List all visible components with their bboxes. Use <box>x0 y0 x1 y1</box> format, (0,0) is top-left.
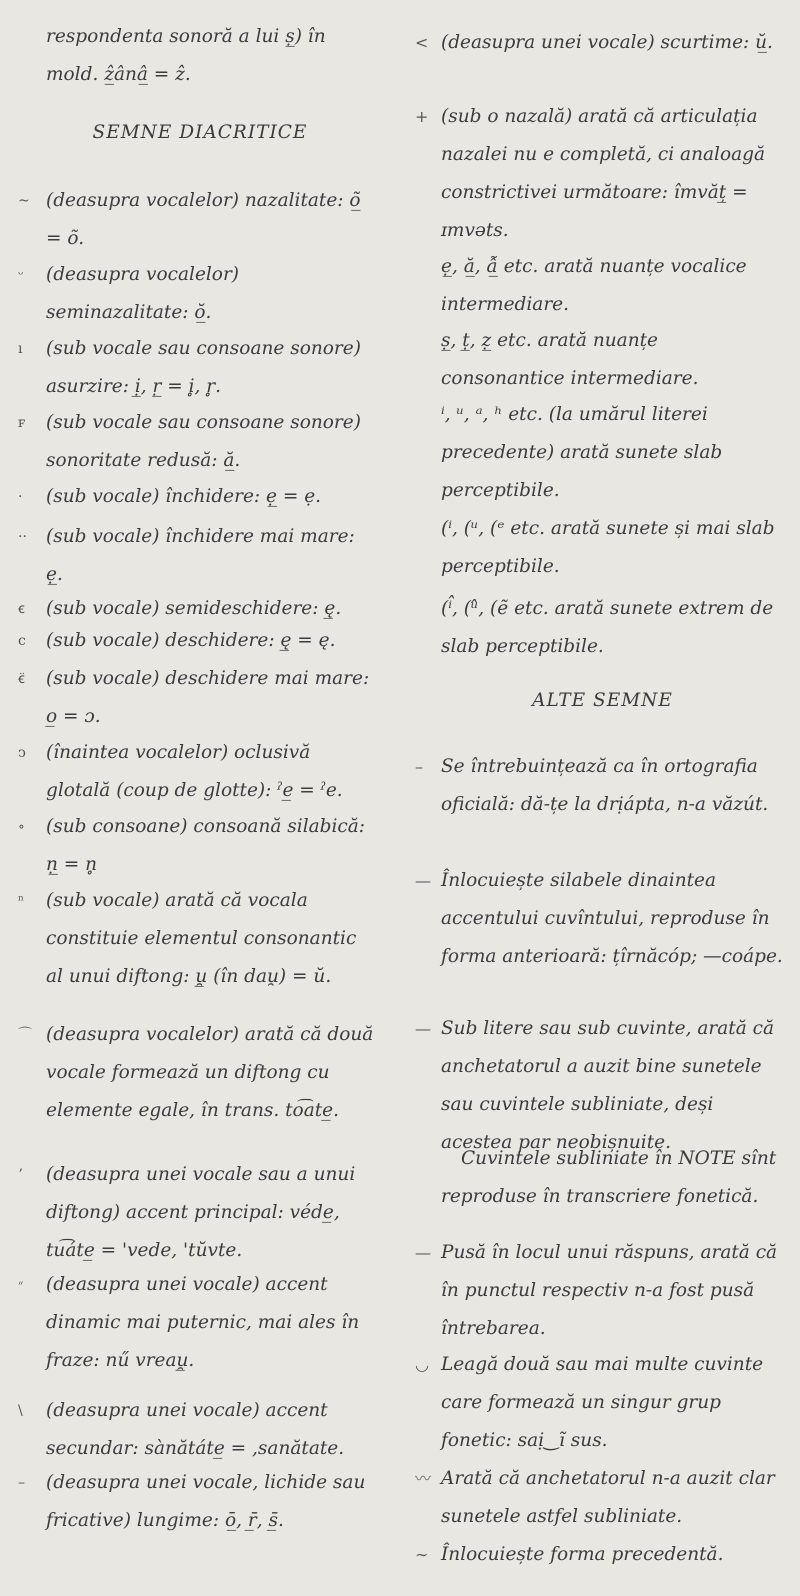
entry-text: (deasupra unei vocale, lichide sau fricative) lungime: ō̲, r̲̄, s̲̄. <box>46 1472 366 1531</box>
entry-text: (sub vocale) închidere mai mare: ẹ̲. <box>46 526 355 585</box>
entry-sunete-mai-slab <box>441 510 786 586</box>
entry-text: Înlocuiește forma precedentă. <box>441 1544 724 1565</box>
entry-text: (ⁱ, (ᵘ, (ᵉ etc. arată sunete și mai slab perceptibile. <box>441 518 775 577</box>
plus-mark: + <box>415 107 429 126</box>
double-dot-mark: ·· <box>18 529 27 545</box>
entry-nazalitate <box>18 182 376 258</box>
intro-text: respondenta sonoră a lui ṣ̲) în mold. ẑ̲ânâ̲ = ẑ. <box>46 26 326 85</box>
entry-text: (deasupra unei vocale) accent dinamic mai puternic, mai ales în fraze: nű vreau̯̲. <box>46 1274 360 1371</box>
entry-text: (sub vocale) semideschidere: ę̲. <box>46 598 342 619</box>
entry-text: ṣ̲, ṭ̲, ẓ̲ etc. arată nuanțe consonantice intermediare. <box>441 330 699 389</box>
entry-text: (sub vocale) deschidere: ę̲ = ę. <box>46 630 336 651</box>
entry-text: Cuvintele subliniate în NOTE sînt reproduse în transcriere fonetică. <box>441 1148 777 1207</box>
entry-diftong-egal <box>18 1016 376 1130</box>
entry-intrebare <box>415 1234 786 1348</box>
entry-text: (sub consoane) consoană silabică: ṇ̲ = n̥ <box>46 816 366 875</box>
double-acute-mark: ״ <box>18 1277 24 1293</box>
entry-forma-precedenta <box>415 1536 786 1574</box>
entry-consoana-silabica <box>18 808 376 884</box>
entry-text: Sub litere sau sub cuvinte, arată că anchetatorul a auzit bine sunetele sau cuvintele subliniate, deși acestea par neobișnuite. <box>441 1018 774 1153</box>
double-ogonek-mark: ꞓ̈ <box>18 671 25 687</box>
entry-text: ẹ̲, ă̲, ẫ̲ etc. arată nuanțe vocalice intermediare. <box>441 256 747 315</box>
grave-mark: \ <box>18 1403 23 1419</box>
dot-mark: · <box>18 489 23 505</box>
acute-mark: ʼ <box>18 1167 23 1183</box>
entry-cratima <box>415 748 786 824</box>
ogonek-mark: ꞓ <box>18 601 25 617</box>
entry-sunete-slab-perceptibile <box>441 396 786 510</box>
entry-deschidere-mai-mare <box>18 660 376 736</box>
entry-note <box>441 1140 786 1216</box>
swung-dash-mark: ∼ <box>415 1545 429 1564</box>
entry-auzit-neclar <box>415 1460 786 1536</box>
breve-mark: ᵕ <box>18 267 24 283</box>
entry-text: (deasupra unei vocale sau a unui diftong) accent principal: véde̲, tu͡áte̲ = 'vede, 'tŭvte. <box>46 1164 356 1261</box>
entry-text: Arată că anchetatorul n-a auzit clar sunetele astfel subliniate. <box>441 1468 775 1527</box>
entry-text: Pusă în locul unui răspuns, arată că în punctul respectiv n-a fost pusă întrebarea. <box>441 1242 778 1339</box>
entry-text: (deasupra vocalelor) arată că două vocale formează un diftong cu elemente egale, în trans. to͡ate̲. <box>46 1024 374 1121</box>
entry-inchidere-mai-mare <box>18 518 376 594</box>
entry-text: Se întrebuințează ca în ortografia oficială: dă-țe la drịápta, n-a văzút. <box>441 756 769 815</box>
entry-text: (înaintea vocalelor) oclusivă glotală (coup de glotte): ˀe̲ = ˀe. <box>46 742 343 801</box>
entry-sonoritate-redusa <box>18 404 376 480</box>
entry-asurzire <box>18 330 376 406</box>
entry-accent-secundar <box>18 1392 376 1468</box>
macron-mark: – <box>18 1475 25 1491</box>
ligature-mark: ◡ <box>415 1355 429 1374</box>
entry-deschidere <box>18 622 376 660</box>
entry-accent-dinamic <box>18 1266 376 1380</box>
entry-sunete-extrem-de-slab <box>441 590 786 666</box>
arch-mark: ⁿ <box>18 893 25 909</box>
glottal-mark: ↄ <box>18 745 26 761</box>
entry-nazala-incompleta <box>415 98 786 250</box>
entry-oclusiva-glotala <box>18 734 376 810</box>
dash-mark: — <box>415 1019 431 1038</box>
dash-mark: — <box>415 1243 431 1262</box>
entry-text: (deasupra unei vocale) accent secundar: sànătáte̲ = ,sanătate. <box>46 1400 345 1459</box>
entry-diftong-consonantic <box>18 882 376 996</box>
entry-silabe-inlocuite <box>415 862 786 976</box>
entry-text: (sub o nazală) arată că articulația nazalei nu e completă, ci analoagă constrictivei următoare: îmvăț̲ = ɪmvəts. <box>441 106 765 241</box>
entry-text: ⁱ, ᵘ, ᵃ, ʰ etc. (la umărul literei precedente) arată sunete slab perceptibile. <box>441 404 723 501</box>
tilde-mark: ~ <box>18 193 30 209</box>
wavy-line-mark: 〰 <box>415 1469 432 1488</box>
entry-nuante-vocalice <box>441 248 786 324</box>
entry-inchidere <box>18 478 376 516</box>
entry-text: (sub vocale) arată că vocala constituie elementul consonantic al unui diftong: u̯̲ (în dau̯) = ŭ. <box>46 890 357 987</box>
entry-text: (deasupra unei vocale) scurtime: ŭ̲. <box>441 32 773 53</box>
entry-text: (deasupra vocalelor) seminazalitate: ŏ̲. <box>46 264 240 323</box>
heading-semne-diacritice: SEMNE DIACRITICE <box>92 122 308 143</box>
less-than-mark: < <box>415 33 429 52</box>
entry-text: (sub vocale sau consoane sonore) sonoritate redusă: ă̲. <box>46 412 361 471</box>
tie-mark: ⌒ <box>18 1027 32 1043</box>
entry-seminazalitate <box>18 256 376 332</box>
entry-scurtime <box>415 24 786 62</box>
entry-lungime <box>18 1464 376 1540</box>
hook-mark: ꜰ <box>18 415 26 431</box>
entry-accent-principal <box>18 1156 376 1270</box>
entry-text: Înlocuiește silabele dinaintea accentului cuvîntului, reproduse în forma anterioară: țîrnăcóp; —coápe. <box>441 870 783 967</box>
entry-text: Leagă două sau mai multe cuvinte care formează un singur grup fonetic: saị‿ĩ sus. <box>441 1354 764 1451</box>
open-c-mark: c <box>18 633 26 649</box>
entry-text: (deasupra vocalelor) nazalitate: õ̲ = õ. <box>46 190 361 249</box>
stroke-mark: ı <box>18 341 23 357</box>
dash-mark: — <box>415 871 431 890</box>
entry-nuante-consonantice <box>441 322 786 398</box>
entry-text: (sub vocale) închidere: ẹ̲ = ẹ. <box>46 486 322 507</box>
heading-alte-semne: ALTE SEMNE <box>532 690 673 711</box>
entry-text: (sub vocale sau consoane sonore) asurzire: ị̲, ṛ̲ = i̥, r̥. <box>46 338 361 397</box>
hyphen-mark: – <box>415 757 423 776</box>
entry-grup-fonetic <box>415 1346 786 1460</box>
entry-text: (ⁱ̂, (ᵘ̂, (ẽ etc. arată sunete extrem de slab perceptibile. <box>441 598 774 657</box>
ring-mark: ∘ <box>18 819 25 835</box>
entry-text: (sub vocale) deschidere mai mare: o̲ = ɔ. <box>46 668 370 727</box>
